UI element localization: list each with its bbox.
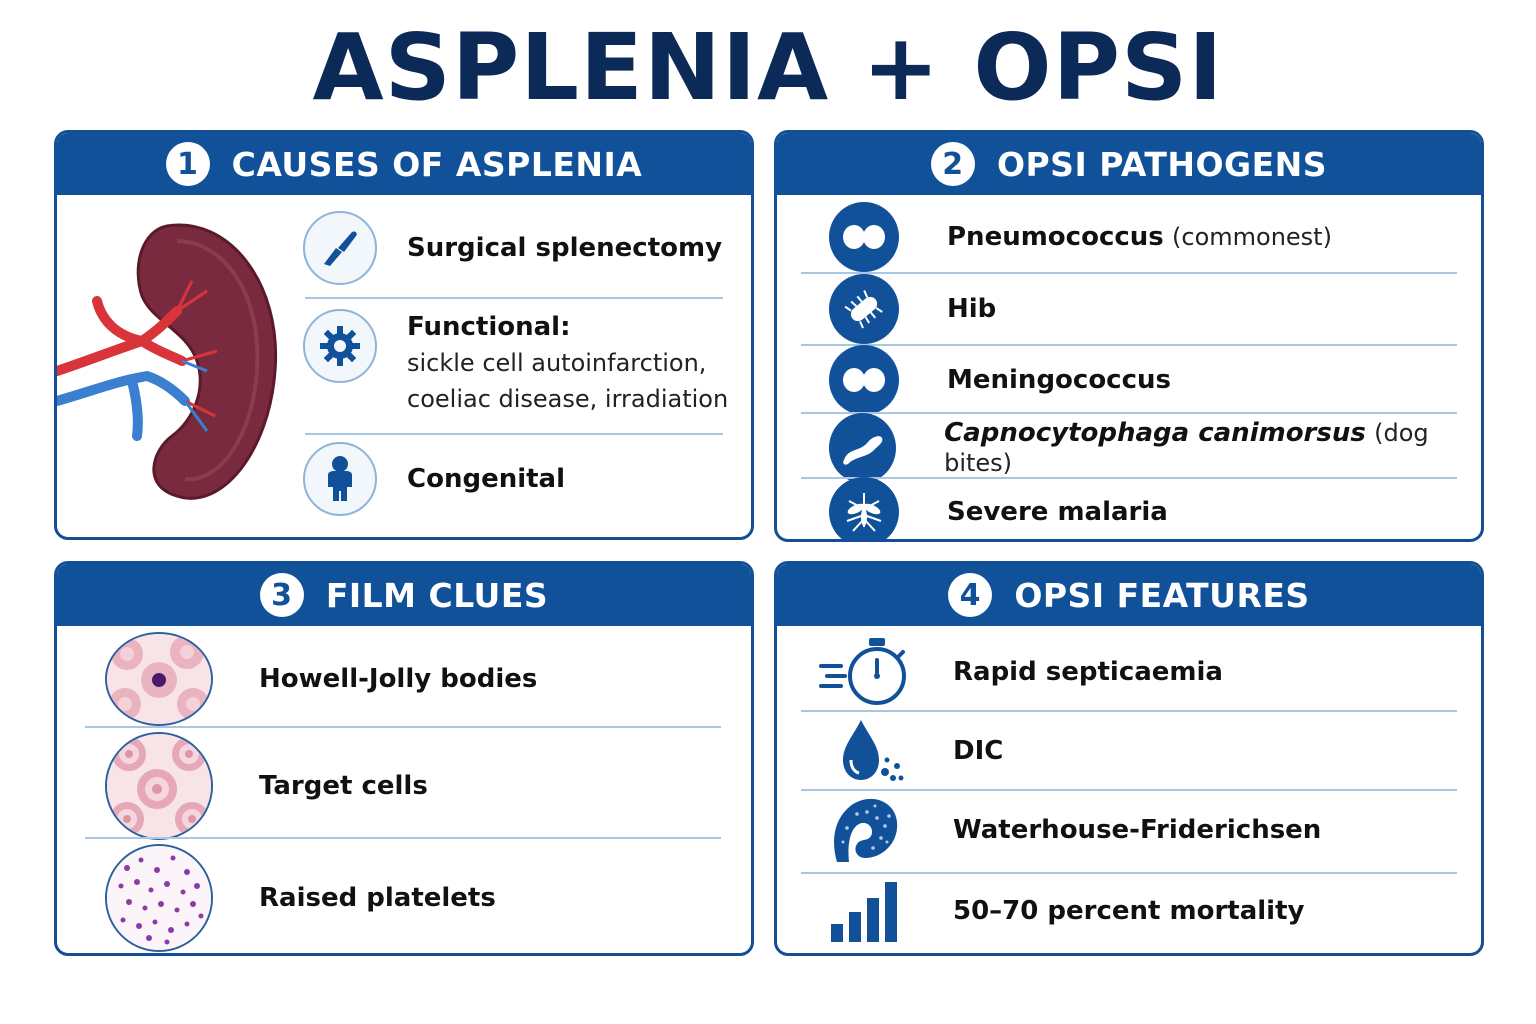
feature-label: Waterhouse-Friderichsen [953, 815, 1322, 845]
rod-bacterium-icon [829, 413, 896, 483]
pathogen-note: (dog bites) [944, 419, 1429, 477]
film-panel [54, 561, 754, 956]
cause-detail: coeliac disease, irradiation [407, 385, 729, 413]
divider [85, 837, 721, 839]
causes-header [57, 133, 751, 195]
feature-label: Rapid septicaemia [953, 657, 1223, 687]
features-panel [774, 561, 1484, 956]
platelets-film-icon [105, 844, 213, 952]
film-label: Howell-Jolly bodies [259, 664, 538, 694]
pathogen-item [829, 345, 1171, 415]
film-label: Raised platelets [259, 883, 496, 913]
divider [305, 297, 723, 299]
blood-drop-icon [817, 716, 913, 786]
divider [801, 710, 1457, 712]
features-heading: OPSI FEATURES [1014, 575, 1310, 615]
pathogens-panel [774, 130, 1484, 542]
cause-item-congenital [303, 442, 565, 516]
feature-item [817, 716, 1003, 786]
diplococcus-icon [829, 345, 899, 415]
causes-panel [54, 130, 754, 540]
divider [801, 789, 1457, 791]
feature-item [817, 634, 1223, 710]
pathogen-item [829, 274, 996, 344]
pathogen-label: Pneumococcus [947, 222, 1164, 252]
cause-item-functional [303, 309, 728, 417]
feature-item [817, 876, 1304, 946]
causes-heading: CAUSES OF ASPLENIA [231, 144, 643, 184]
bacillus-icon [829, 274, 899, 344]
pathogen-label: Capnocytophaga canimorsus [944, 418, 1366, 448]
pathogen-label: Meningococcus [947, 365, 1171, 395]
cause-label: Functional: [407, 312, 571, 342]
pathogen-item [829, 413, 1481, 483]
feature-label: DIC [953, 736, 1004, 766]
feature-item [817, 792, 1321, 868]
scalpel-icon [303, 211, 377, 285]
pathogens-number: 2 [931, 142, 975, 186]
cause-label: Surgical splenectomy [407, 233, 723, 263]
features-number: 4 [948, 573, 992, 617]
divider [305, 433, 723, 435]
howell-jolly-film-icon [105, 632, 213, 726]
adrenal-icon [817, 792, 913, 868]
feature-label: 50–70 percent mortality [953, 896, 1305, 926]
pathogen-label: Hib [947, 294, 997, 324]
pathogens-header [777, 133, 1481, 195]
cause-label: Congenital [407, 464, 566, 494]
stopwatch-icon [817, 634, 913, 710]
cause-detail: sickle cell autoinfarction, [407, 349, 707, 377]
causes-number: 1 [166, 142, 210, 186]
film-header [57, 564, 751, 626]
pathogen-item [829, 202, 1332, 272]
target-cells-film-icon [105, 732, 213, 840]
film-label: Target cells [259, 771, 428, 801]
film-item [105, 844, 496, 952]
spleen-illustration [57, 221, 287, 511]
pathogen-note: (commonest) [1172, 223, 1332, 251]
divider [85, 726, 721, 728]
film-heading: FILM CLUES [325, 575, 549, 615]
child-icon [303, 442, 377, 516]
cause-item-surgical [303, 211, 722, 285]
film-item [105, 632, 537, 726]
pathogen-label: Severe malaria [947, 497, 1168, 527]
divider [801, 872, 1457, 874]
pathogens-heading: OPSI PATHOGENS [996, 144, 1328, 184]
pathogen-item [829, 477, 1168, 542]
bar-chart-icon [817, 876, 913, 946]
film-item [105, 732, 428, 840]
page-title: ASPLENIA + OPSI [312, 14, 1224, 121]
film-number: 3 [260, 573, 304, 617]
features-header [777, 564, 1481, 626]
diplococcus-icon [829, 202, 899, 272]
mosquito-icon [829, 477, 899, 542]
gear-icon [303, 309, 377, 383]
